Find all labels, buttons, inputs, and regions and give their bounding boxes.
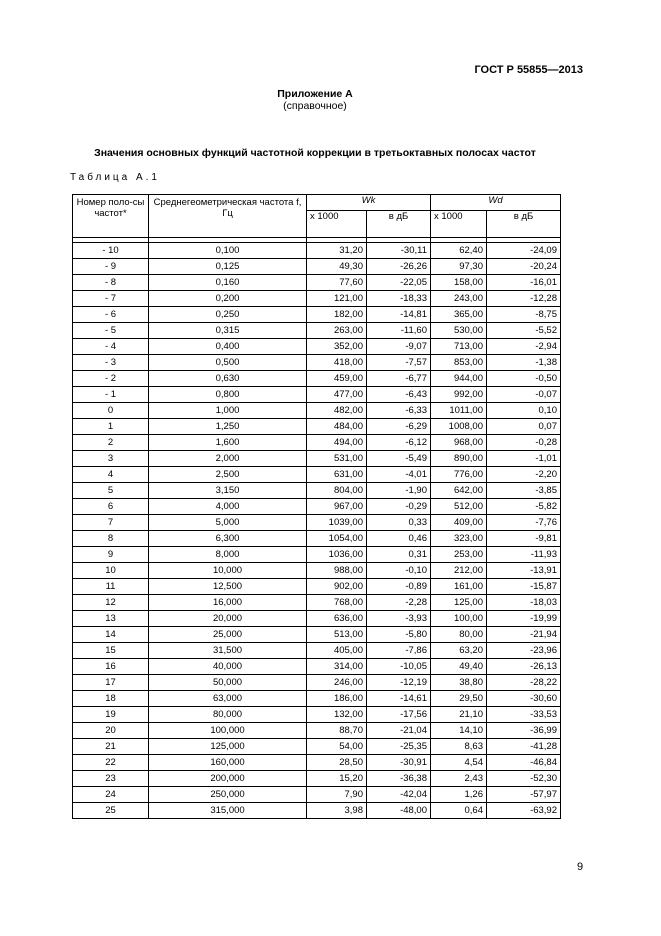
- wk-x1000-cell: 352,00: [307, 339, 367, 355]
- wk-x1000-cell: 132,00: [307, 707, 367, 723]
- wk-x1000-cell: 631,00: [307, 467, 367, 483]
- wd-db-cell: -52,30: [487, 771, 561, 787]
- frequency-cell: 0,125: [149, 259, 307, 275]
- wk-x1000-cell: 54,00: [307, 739, 367, 755]
- wd-db-cell: -30,60: [487, 691, 561, 707]
- wd-x1000-cell: 713,00: [431, 339, 487, 355]
- wd-db-cell: -15,87: [487, 579, 561, 595]
- band-number-cell: 14: [73, 627, 149, 643]
- appendix-subtitle: (справочное): [283, 100, 347, 112]
- wd-x1000-cell: 853,00: [431, 355, 487, 371]
- frequency-cell: 3,150: [149, 483, 307, 499]
- frequency-cell: 31,500: [149, 643, 307, 659]
- wd-x1000-cell: 890,00: [431, 451, 487, 467]
- wd-x1000-cell: 323,00: [431, 531, 487, 547]
- wd-db-cell: -9,81: [487, 531, 561, 547]
- wd-db-cell: -5,52: [487, 323, 561, 339]
- band-number-cell: 0: [73, 403, 149, 419]
- wk-x1000-cell: 477,00: [307, 387, 367, 403]
- wk-db-cell: -48,00: [367, 803, 431, 819]
- wd-db-cell: -11,93: [487, 547, 561, 563]
- table-row: [73, 275, 561, 291]
- table-row: [73, 643, 561, 659]
- table-row: [73, 787, 561, 803]
- table-row: [73, 291, 561, 307]
- band-number-cell: 17: [73, 675, 149, 691]
- wd-x1000-cell: 38,80: [431, 675, 487, 691]
- wd-db-cell: -5,82: [487, 499, 561, 515]
- table-row: [73, 803, 561, 819]
- wd-db-cell: -12,28: [487, 291, 561, 307]
- table-row: [73, 531, 561, 547]
- frequency-cell: 100,000: [149, 723, 307, 739]
- wd-x1000-cell: 409,00: [431, 515, 487, 531]
- wd-db-cell: -7,76: [487, 515, 561, 531]
- wk-db-cell: -21,04: [367, 723, 431, 739]
- wk-x1000-cell: 902,00: [307, 579, 367, 595]
- header-band-number: Номер поло-сы частот*: [73, 195, 149, 238]
- header-wd-x1000: x 1000: [431, 211, 487, 238]
- wd-db-cell: -26,13: [487, 659, 561, 675]
- band-number-cell: 19: [73, 707, 149, 723]
- frequency-cell: 0,160: [149, 275, 307, 291]
- frequency-cell: 1,250: [149, 419, 307, 435]
- table-label: Таблица А.1: [70, 172, 160, 183]
- table-row: [73, 355, 561, 371]
- band-number-cell: 9: [73, 547, 149, 563]
- wk-db-cell: -10,05: [367, 659, 431, 675]
- wk-db-cell: -17,56: [367, 707, 431, 723]
- wk-db-cell: -0,89: [367, 579, 431, 595]
- table-row: [73, 419, 561, 435]
- wd-x1000-cell: 365,00: [431, 307, 487, 323]
- band-number-cell: 4: [73, 467, 149, 483]
- table-row: [73, 483, 561, 499]
- wk-x1000-cell: 314,00: [307, 659, 367, 675]
- wk-db-cell: -14,81: [367, 307, 431, 323]
- frequency-cell: 1,600: [149, 435, 307, 451]
- wk-x1000-cell: 7,90: [307, 787, 367, 803]
- frequency-cell: 6,300: [149, 531, 307, 547]
- table-row: [73, 675, 561, 691]
- wd-db-cell: -0,28: [487, 435, 561, 451]
- wk-x1000-cell: 49,30: [307, 259, 367, 275]
- wk-db-cell: -2,28: [367, 595, 431, 611]
- wk-x1000-cell: 182,00: [307, 307, 367, 323]
- frequency-cell: 8,000: [149, 547, 307, 563]
- frequency-cell: 0,630: [149, 371, 307, 387]
- wk-x1000-cell: 459,00: [307, 371, 367, 387]
- band-number-cell: - 8: [73, 275, 149, 291]
- wk-x1000-cell: 484,00: [307, 419, 367, 435]
- band-number-cell: - 5: [73, 323, 149, 339]
- band-number-cell: 18: [73, 691, 149, 707]
- table-row: [73, 595, 561, 611]
- table-row: [73, 403, 561, 419]
- band-number-cell: 25: [73, 803, 149, 819]
- wd-x1000-cell: 642,00: [431, 483, 487, 499]
- wd-db-cell: -1,01: [487, 451, 561, 467]
- wd-db-cell: -36,99: [487, 723, 561, 739]
- wk-db-cell: -6,43: [367, 387, 431, 403]
- wd-x1000-cell: 2,43: [431, 771, 487, 787]
- frequency-cell: 2,000: [149, 451, 307, 467]
- frequency-cell: 2,500: [149, 467, 307, 483]
- band-number-cell: - 7: [73, 291, 149, 307]
- table-row: [73, 707, 561, 723]
- wk-db-cell: -18,33: [367, 291, 431, 307]
- table-row: [73, 515, 561, 531]
- wk-x1000-cell: 513,00: [307, 627, 367, 643]
- table-row: [73, 659, 561, 675]
- band-number-cell: - 10: [73, 243, 149, 259]
- band-number-cell: 15: [73, 643, 149, 659]
- wd-db-cell: -33,53: [487, 707, 561, 723]
- frequency-cell: 25,000: [149, 627, 307, 643]
- table-row: [73, 339, 561, 355]
- appendix-heading: [0, 88, 630, 112]
- band-number-cell: 2: [73, 435, 149, 451]
- wd-db-cell: -0,07: [487, 387, 561, 403]
- wd-x1000-cell: 161,00: [431, 579, 487, 595]
- band-number-cell: 23: [73, 771, 149, 787]
- frequency-cell: 40,000: [149, 659, 307, 675]
- wd-db-cell: -46,84: [487, 755, 561, 771]
- frequency-cell: 0,800: [149, 387, 307, 403]
- wd-x1000-cell: 62,40: [431, 243, 487, 259]
- wd-db-cell: -8,75: [487, 307, 561, 323]
- header-wk-x1000: x 1000: [307, 211, 367, 238]
- wk-db-cell: -22,05: [367, 275, 431, 291]
- wk-x1000-cell: 531,00: [307, 451, 367, 467]
- wk-x1000-cell: 1054,00: [307, 531, 367, 547]
- wd-x1000-cell: 14,10: [431, 723, 487, 739]
- frequency-cell: 63,000: [149, 691, 307, 707]
- wk-db-cell: -11,60: [367, 323, 431, 339]
- wk-db-cell: -6,77: [367, 371, 431, 387]
- table-row: [73, 243, 561, 259]
- band-number-cell: 24: [73, 787, 149, 803]
- wd-x1000-cell: 968,00: [431, 435, 487, 451]
- header-wk-db: в дБ: [367, 211, 431, 238]
- header-wd: Wd: [431, 195, 561, 211]
- wd-db-cell: -13,91: [487, 563, 561, 579]
- frequency-cell: 5,000: [149, 515, 307, 531]
- wd-x1000-cell: 100,00: [431, 611, 487, 627]
- wd-x1000-cell: 512,00: [431, 499, 487, 515]
- wd-db-cell: -19,99: [487, 611, 561, 627]
- wk-db-cell: -30,11: [367, 243, 431, 259]
- wk-x1000-cell: 967,00: [307, 499, 367, 515]
- wk-x1000-cell: 418,00: [307, 355, 367, 371]
- wk-db-cell: -5,49: [367, 451, 431, 467]
- band-number-cell: 21: [73, 739, 149, 755]
- wd-db-cell: -3,85: [487, 483, 561, 499]
- wd-x1000-cell: 8,63: [431, 739, 487, 755]
- wd-db-cell: -2,94: [487, 339, 561, 355]
- wk-x1000-cell: 405,00: [307, 643, 367, 659]
- band-number-cell: - 9: [73, 259, 149, 275]
- band-number-cell: 6: [73, 499, 149, 515]
- wk-db-cell: -36,38: [367, 771, 431, 787]
- table-body: [73, 243, 561, 819]
- wk-x1000-cell: 3,98: [307, 803, 367, 819]
- appendix-title: Приложение А: [277, 88, 353, 100]
- band-number-cell: - 3: [73, 355, 149, 371]
- frequency-cell: 20,000: [149, 611, 307, 627]
- frequency-cell: 50,000: [149, 675, 307, 691]
- wk-x1000-cell: 1039,00: [307, 515, 367, 531]
- wk-db-cell: -6,29: [367, 419, 431, 435]
- wd-db-cell: -20,24: [487, 259, 561, 275]
- table-row: [73, 499, 561, 515]
- table-row: [73, 435, 561, 451]
- wd-db-cell: -2,20: [487, 467, 561, 483]
- wd-db-cell: 0,07: [487, 419, 561, 435]
- wd-x1000-cell: 1008,00: [431, 419, 487, 435]
- table-row: [73, 771, 561, 787]
- wk-db-cell: -30,91: [367, 755, 431, 771]
- header-wk: Wk: [307, 195, 431, 211]
- wk-x1000-cell: 804,00: [307, 483, 367, 499]
- wd-x1000-cell: 29,50: [431, 691, 487, 707]
- table-row: [73, 755, 561, 771]
- frequency-cell: 80,000: [149, 707, 307, 723]
- wd-x1000-cell: 97,30: [431, 259, 487, 275]
- frequency-cell: 125,000: [149, 739, 307, 755]
- wk-x1000-cell: 494,00: [307, 435, 367, 451]
- band-number-cell: 12: [73, 595, 149, 611]
- wk-db-cell: -25,35: [367, 739, 431, 755]
- wk-db-cell: 0,33: [367, 515, 431, 531]
- wd-db-cell: -23,96: [487, 643, 561, 659]
- band-number-cell: 3: [73, 451, 149, 467]
- wd-x1000-cell: 80,00: [431, 627, 487, 643]
- wd-x1000-cell: 1011,00: [431, 403, 487, 419]
- band-number-cell: 5: [73, 483, 149, 499]
- wd-db-cell: -41,28: [487, 739, 561, 755]
- frequency-cell: 200,000: [149, 771, 307, 787]
- table-row: [73, 467, 561, 483]
- table-row: [73, 723, 561, 739]
- wk-x1000-cell: 636,00: [307, 611, 367, 627]
- band-number-cell: - 4: [73, 339, 149, 355]
- band-number-cell: - 1: [73, 387, 149, 403]
- wk-x1000-cell: 77,60: [307, 275, 367, 291]
- frequency-cell: 1,000: [149, 403, 307, 419]
- wk-x1000-cell: 88,70: [307, 723, 367, 739]
- frequency-cell: 0,250: [149, 307, 307, 323]
- wd-db-cell: 0,10: [487, 403, 561, 419]
- frequency-cell: 315,000: [149, 803, 307, 819]
- band-number-cell: 13: [73, 611, 149, 627]
- band-number-cell: 22: [73, 755, 149, 771]
- wd-db-cell: -28,22: [487, 675, 561, 691]
- wk-db-cell: -5,80: [367, 627, 431, 643]
- table-caption: Значения основных функций частотной коррекции в третьоктавных полосах частот: [94, 147, 536, 159]
- header-frequency: Среднегеометрическая частота f, Гц: [149, 195, 307, 238]
- band-number-cell: - 2: [73, 371, 149, 387]
- wd-x1000-cell: 21,10: [431, 707, 487, 723]
- table-row: [73, 579, 561, 595]
- band-number-cell: 1: [73, 419, 149, 435]
- table-row: [73, 371, 561, 387]
- wk-db-cell: -6,12: [367, 435, 431, 451]
- table-row: [73, 547, 561, 563]
- frequency-cell: 12,500: [149, 579, 307, 595]
- wd-x1000-cell: 4,54: [431, 755, 487, 771]
- frequency-cell: 250,000: [149, 787, 307, 803]
- wk-db-cell: -0,10: [367, 563, 431, 579]
- wk-x1000-cell: 28,50: [307, 755, 367, 771]
- table-row: [73, 739, 561, 755]
- wk-db-cell: -0,29: [367, 499, 431, 515]
- wk-db-cell: -7,86: [367, 643, 431, 659]
- band-number-cell: 11: [73, 579, 149, 595]
- wk-x1000-cell: 263,00: [307, 323, 367, 339]
- wk-db-cell: 0,31: [367, 547, 431, 563]
- frequency-cell: 0,500: [149, 355, 307, 371]
- band-number-cell: - 6: [73, 307, 149, 323]
- document-code: ГОСТ Р 55855—2013: [474, 64, 583, 76]
- wd-x1000-cell: 253,00: [431, 547, 487, 563]
- wd-x1000-cell: 212,00: [431, 563, 487, 579]
- wd-x1000-cell: 944,00: [431, 371, 487, 387]
- table-row: [73, 563, 561, 579]
- wd-x1000-cell: 63,20: [431, 643, 487, 659]
- table-row: [73, 387, 561, 403]
- wk-db-cell: 0,46: [367, 531, 431, 547]
- wd-db-cell: -63,92: [487, 803, 561, 819]
- frequency-cell: 0,315: [149, 323, 307, 339]
- wd-db-cell: -21,94: [487, 627, 561, 643]
- page-number: 9: [577, 861, 584, 873]
- wk-db-cell: -7,57: [367, 355, 431, 371]
- wd-x1000-cell: 1,26: [431, 787, 487, 803]
- frequency-cell: 16,000: [149, 595, 307, 611]
- wd-x1000-cell: 992,00: [431, 387, 487, 403]
- wk-x1000-cell: 121,00: [307, 291, 367, 307]
- wd-x1000-cell: 776,00: [431, 467, 487, 483]
- table-row: [73, 259, 561, 275]
- frequency-weighting-table: [72, 194, 561, 819]
- frequency-cell: 4,000: [149, 499, 307, 515]
- frequency-cell: 0,200: [149, 291, 307, 307]
- table-row: [73, 691, 561, 707]
- wk-x1000-cell: 31,20: [307, 243, 367, 259]
- wd-x1000-cell: 49,40: [431, 659, 487, 675]
- wk-x1000-cell: 15,20: [307, 771, 367, 787]
- wk-x1000-cell: 186,00: [307, 691, 367, 707]
- band-number-cell: 10: [73, 563, 149, 579]
- wd-x1000-cell: 158,00: [431, 275, 487, 291]
- wk-db-cell: -14,61: [367, 691, 431, 707]
- wk-x1000-cell: 768,00: [307, 595, 367, 611]
- band-number-cell: 8: [73, 531, 149, 547]
- wd-db-cell: -16,01: [487, 275, 561, 291]
- band-number-cell: 7: [73, 515, 149, 531]
- wd-x1000-cell: 0,64: [431, 803, 487, 819]
- frequency-cell: 10,000: [149, 563, 307, 579]
- wk-db-cell: -6,33: [367, 403, 431, 419]
- wd-db-cell: -24,09: [487, 243, 561, 259]
- wd-x1000-cell: 243,00: [431, 291, 487, 307]
- wk-x1000-cell: 482,00: [307, 403, 367, 419]
- header-wd-db: в дБ: [487, 211, 561, 238]
- wk-x1000-cell: 246,00: [307, 675, 367, 691]
- frequency-cell: 0,100: [149, 243, 307, 259]
- wk-db-cell: -12,19: [367, 675, 431, 691]
- wd-db-cell: -1,38: [487, 355, 561, 371]
- table-row: [73, 611, 561, 627]
- wk-db-cell: -4,01: [367, 467, 431, 483]
- wk-db-cell: -42,04: [367, 787, 431, 803]
- wd-db-cell: -0,50: [487, 371, 561, 387]
- wd-x1000-cell: 125,00: [431, 595, 487, 611]
- wd-db-cell: -18,03: [487, 595, 561, 611]
- wk-db-cell: -9,07: [367, 339, 431, 355]
- band-number-cell: 16: [73, 659, 149, 675]
- table-row: [73, 451, 561, 467]
- frequency-cell: 0,400: [149, 339, 307, 355]
- table-row: [73, 627, 561, 643]
- frequency-cell: 160,000: [149, 755, 307, 771]
- wk-db-cell: -26,26: [367, 259, 431, 275]
- wd-db-cell: -57,97: [487, 787, 561, 803]
- wk-x1000-cell: 1036,00: [307, 547, 367, 563]
- table-row: [73, 323, 561, 339]
- wk-db-cell: -3,93: [367, 611, 431, 627]
- wk-db-cell: -1,90: [367, 483, 431, 499]
- wd-x1000-cell: 530,00: [431, 323, 487, 339]
- wk-x1000-cell: 988,00: [307, 563, 367, 579]
- table-row: [73, 307, 561, 323]
- band-number-cell: 20: [73, 723, 149, 739]
